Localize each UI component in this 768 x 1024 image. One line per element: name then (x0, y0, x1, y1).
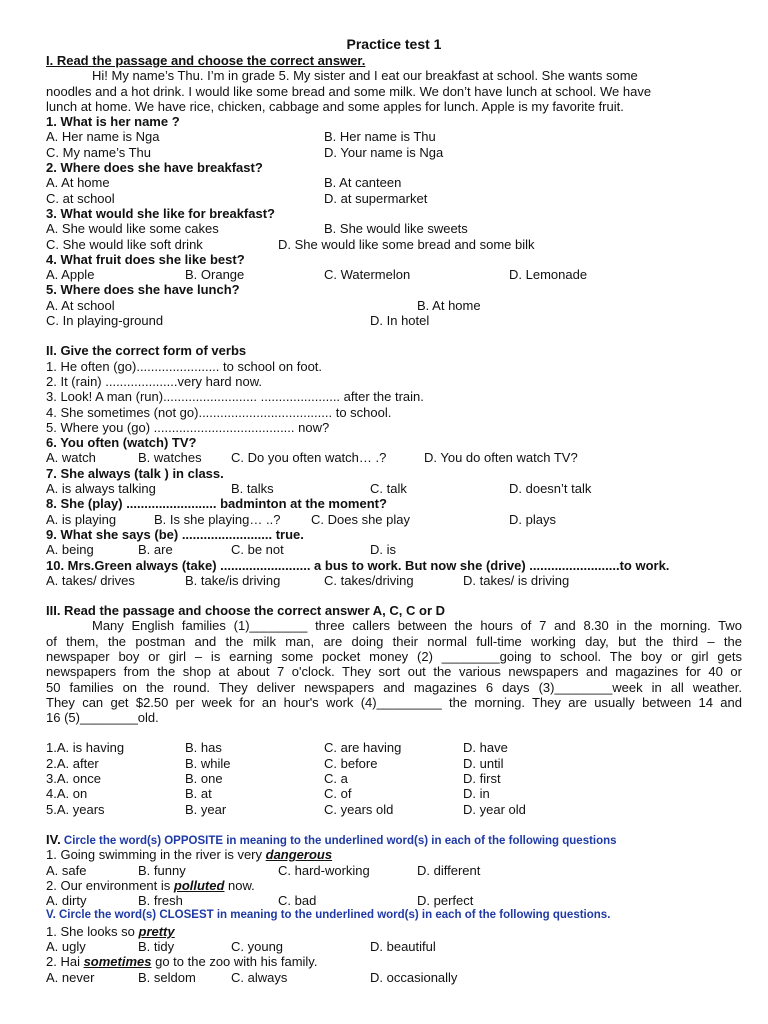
underlined-word: pretty (138, 923, 175, 939)
option-c: C. of (324, 786, 352, 802)
option-b: B. year (185, 801, 227, 817)
options-row (46, 237, 742, 252)
option-c: C. hard-working (278, 862, 370, 878)
worksheet-page (46, 36, 742, 985)
options-row (46, 512, 742, 527)
option-b: B. fresh (138, 893, 183, 909)
section-4-instruction: Circle the word(s) OPPOSITE in meaning to the underlined word(s) in each of the following questions (60, 834, 617, 847)
options-row (46, 221, 742, 236)
option-c: C. In playing-ground (46, 313, 164, 329)
question-5: 5. Where does she have lunch? (46, 282, 240, 298)
option-d: D. Lemonade (509, 267, 588, 283)
option-c: C. My name’s Thu (46, 144, 152, 160)
option-a: A. She would like some cakes (46, 221, 219, 237)
section-4-heading (46, 832, 742, 847)
question-text: now. (224, 877, 255, 893)
option-c: C. a (324, 771, 348, 787)
question-v-2 (46, 954, 742, 969)
question-text: 2. Hai (46, 954, 84, 970)
option-c: C. Watermelon (324, 267, 411, 283)
option-c: C. at school (46, 190, 115, 206)
option-d: D. takes/ is driving (463, 572, 570, 588)
spacer (46, 817, 742, 832)
options-row (46, 313, 742, 328)
question-iv-2 (46, 878, 742, 893)
option-c: C. are having (324, 740, 402, 756)
option-a: 1.A. is having (46, 740, 125, 756)
verb-item: 1. He often (go)....................... to school on foot. (46, 358, 323, 374)
verb-item: 5. Where you (go) ....................................... now? (46, 419, 330, 435)
option-d: D. in (463, 786, 490, 802)
options-row (46, 893, 742, 908)
question-v-1 (46, 924, 742, 939)
section-1-heading: I. Read the passage and choose the correct answer. (46, 53, 366, 68)
options-row (46, 786, 742, 801)
option-a: A. ugly (46, 939, 86, 955)
passage-3-line: newspaper boy or girl – is earning some pocket money (2) ________going to school. The boy or girl gets (46, 648, 742, 664)
option-c: C. She would like soft drink (46, 236, 203, 252)
passage-3-line: newspapers from the shop at about 7 o'clock. They sort out the various newspapers and magazines for 40 or (46, 664, 742, 680)
underlined-word: sometimes (83, 954, 152, 970)
option-b: B. At canteen (324, 175, 402, 191)
option-b: B. has (185, 740, 222, 756)
question-4: 4. What fruit does she like best? (46, 251, 245, 267)
options-row (46, 970, 742, 985)
options-row (46, 802, 742, 817)
question-7: 7. She always (talk ) in class. (46, 465, 224, 481)
options-row (46, 450, 742, 465)
section-3-heading: III. Read the passage and choose the correct answer A, C, C or D (46, 603, 446, 619)
verb-item: 2. It (rain) ....................very hard now. (46, 373, 263, 389)
option-a: A. safe (46, 862, 87, 878)
passage-3-line: of them, the postman and the milk man, are doing their normal full-time working day, but the third – the (46, 633, 742, 649)
passage-3-line: Many English families (1)________ three callers between the hours of 7 and 8.30 in the morning. Two (92, 618, 742, 634)
option-b: B. watches (138, 450, 202, 466)
option-b: B. talks (231, 481, 274, 497)
option-a: A. takes/ drives (46, 572, 135, 588)
options-row (46, 542, 742, 557)
option-a: A. watch (46, 450, 96, 466)
question-6: 6. You often (watch) TV? (46, 435, 197, 451)
passage-1-line: noodles and a hot drink. I would like some bread and some milk. We don’t have lunch at school. We have (46, 83, 652, 99)
option-d: D. doesn’t talk (509, 481, 592, 497)
options-row (46, 175, 742, 190)
passage-3-line: 16 (5)________old. (46, 710, 159, 726)
option-a: A. is always talking (46, 481, 156, 497)
options-row (46, 129, 742, 144)
option-c: C. bad (278, 893, 317, 909)
question-text: go to the zoo with his family. (151, 954, 318, 970)
question-text: 1. Going swimming in the river is very (46, 847, 266, 863)
option-d: D. perfect (417, 893, 474, 909)
option-d: D. plays (509, 511, 556, 527)
options-row (46, 939, 742, 954)
option-b: B. one (185, 771, 223, 787)
option-a: 5.A. years (46, 801, 105, 817)
option-c: C. Does she play (311, 511, 410, 527)
option-b: B. are (138, 542, 173, 558)
option-b: B. Is she playing… ..? (154, 511, 281, 527)
option-b: B. seldom (138, 969, 196, 985)
question-10: 10. Mrs.Green always (take) ......................... a bus to work. But now she (drive) .........................to work. (46, 557, 670, 573)
option-c: C. young (231, 939, 284, 955)
option-b: B. at (185, 786, 212, 802)
passage-3-line: They can get $2.50 per week for an hour's work (4)_________ the morning. They are usually between 14 and (46, 694, 742, 710)
option-c: C. talk (370, 481, 407, 497)
option-d: D. occasionally (370, 969, 458, 985)
option-d: D. beautiful (370, 939, 436, 955)
options-row (46, 481, 742, 496)
option-d: D. until (463, 755, 504, 771)
option-b: B. Her name is Thu (324, 129, 436, 145)
option-d: D. have (463, 740, 508, 756)
option-d: D. You do often watch TV? (424, 450, 578, 466)
option-c: C. Do you often watch… .? (231, 450, 387, 466)
option-a: A. is playing (46, 511, 117, 527)
verb-item: 4. She sometimes (not go)..................................... to school. (46, 404, 392, 420)
option-b: B. tidy (138, 939, 175, 955)
question-9: 9. What she says (be) ......................... true. (46, 526, 304, 542)
options-row (46, 191, 742, 206)
question-iv-1 (46, 847, 742, 862)
option-d: D. different (417, 862, 481, 878)
option-c: C. before (324, 755, 378, 771)
option-d: D. Your name is Nga (324, 144, 444, 160)
spacer (46, 588, 742, 603)
question-2: 2. Where does she have breakfast? (46, 160, 263, 176)
option-b: B. Orange (185, 267, 245, 283)
option-b: B. funny (138, 862, 186, 878)
option-b: B. take/is driving (185, 572, 281, 588)
question-8: 8. She (play) ......................... badminton at the moment? (46, 496, 387, 512)
passage-1-line: Hi! My name’s Thu. I’m in grade 5. My sister and I eat our breakfast at school. She wants some (92, 68, 638, 84)
option-b: B. while (185, 755, 231, 771)
section-4-number: IV. (46, 831, 61, 847)
section-2-heading: II. Give the correct form of verbs (46, 343, 247, 359)
underlined-word: dangerous (265, 847, 333, 863)
options-row (46, 267, 742, 282)
option-c: C. takes/driving (324, 572, 414, 588)
option-a: A. never (46, 969, 95, 985)
option-c: C. always (231, 969, 288, 985)
option-c: C. be not (231, 542, 284, 558)
underlined-word: polluted (173, 877, 225, 893)
options-row (46, 863, 742, 878)
question-text: 2. Our environment is (46, 877, 174, 893)
passage-1-line: lunch at home. We have rice, chicken, cabbage and some apples for lunch. Apple is my favorite fruit. (46, 98, 624, 114)
options-row (46, 145, 742, 160)
option-a: A. being (46, 542, 94, 558)
option-a: A. dirty (46, 893, 87, 909)
option-c: C. years old (324, 801, 394, 817)
option-a: 2.A. after (46, 755, 99, 771)
section-5-heading: V. Circle the word(s) CLOSEST in meaning to the underlined word(s) in each of the following questions. (46, 909, 611, 922)
option-d: D. She would like some bread and some bilk (278, 236, 535, 252)
option-b: B. She would like sweets (324, 221, 468, 237)
spacer (46, 725, 742, 740)
option-a: 3.A. once (46, 771, 101, 787)
option-d: D. In hotel (370, 313, 430, 329)
option-a: A. Apple (46, 267, 95, 283)
spacer (46, 328, 742, 343)
option-a: A. Her name is Nga (46, 129, 160, 145)
option-d: D. at supermarket (324, 190, 428, 206)
question-text: 1. She looks so (46, 923, 139, 939)
option-a: A. At school (46, 297, 115, 313)
options-row (46, 298, 742, 313)
option-d: D. year old (463, 801, 526, 817)
options-row (46, 771, 742, 786)
question-1: 1. What is her name ? (46, 114, 180, 130)
option-d: D. first (463, 771, 501, 787)
option-a: 4.A. on (46, 786, 88, 802)
page-title: Practice test 1 (346, 36, 442, 52)
options-row (46, 756, 742, 771)
passage-3-line: 50 families on the round. They deliver newspapers and magazines 6 days (3)________week in all weather. (46, 679, 742, 695)
question-3: 3. What would she like for breakfast? (46, 205, 275, 221)
option-a: A. At home (46, 175, 110, 191)
option-b: B. At home (417, 297, 481, 313)
options-row (46, 740, 742, 755)
options-row (46, 573, 742, 588)
verb-item: 3. Look! A man (run).......................... ...................... after the train. (46, 389, 424, 405)
option-d: D. is (370, 542, 396, 558)
